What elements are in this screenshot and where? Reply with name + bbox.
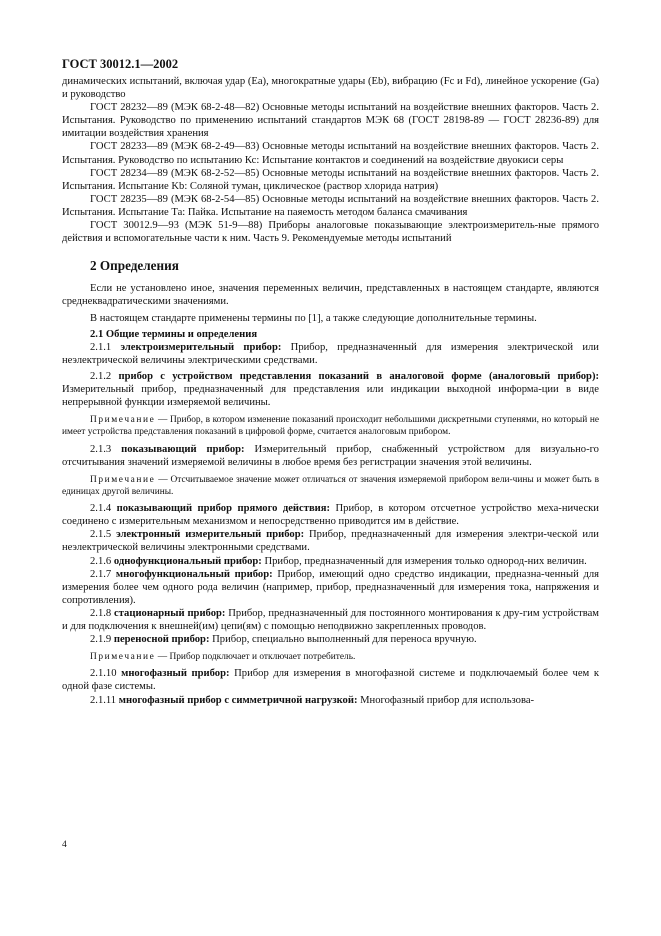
term-definition: [62, 341, 599, 367]
term-definition: [62, 502, 599, 528]
term-definition: [62, 528, 599, 554]
note-label: Примечание: [90, 652, 156, 663]
term-number: 2.1.7: [90, 568, 112, 580]
term-number: 2.1.3: [90, 443, 112, 455]
term-text: Прибор, в котором отсчетное устройство меха-нически соединено с измерительным механизмом и непосредственно приводится им в действие.: [62, 503, 599, 528]
reference-item: ГОСТ 28233—89 (МЭК 68-2-49—83) Основные методы испытаний на воздействие внешних факторов. Часть 2. Испытания. Руководство по испытанию Кс: Испытание контактов и соединений на воздействие двуокиси серы: [62, 141, 599, 166]
term-definition: [62, 694, 599, 707]
reference-item: ГОСТ 30012.9—93 (МЭК 51-9—88) Приборы аналоговые показывающие электроизмеритель-ные прямого действия и вспомогательные части к ним. Часть 9. Рекомендуемые методы испытаний: [62, 220, 599, 245]
term-name: однофункциональный прибор:: [113, 555, 262, 567]
term-name: многофункциональный прибор:: [115, 568, 273, 580]
term-number: 2.1.5: [90, 529, 112, 541]
term-definition: [62, 555, 599, 568]
term-text: Прибор, предназначенный для измерения электри-ческой или неэлектрической величины электронными средствами.: [62, 529, 599, 554]
term-note: [62, 414, 599, 438]
term-name: переносной прибор:: [113, 634, 210, 646]
term-note: [62, 651, 599, 663]
term-note: [62, 474, 599, 498]
page-header: ГОСТ 30012.1—2002: [62, 57, 179, 71]
term-name: многофазный прибор с симметричной нагрузкой:: [118, 694, 358, 706]
term-text: Прибор, предназначенный для измерения электрической или неэлектрической величины электрическими средствами.: [62, 341, 599, 366]
term-name: показывающий прибор прямого действия:: [116, 503, 331, 515]
term-name: показывающий прибор:: [121, 443, 245, 455]
note-label: Примечание: [90, 415, 156, 426]
term-number: 2.1.10: [90, 668, 117, 680]
note-text: — Прибор, в котором изменение показаний происходит небольшими дискретными ступенями, но который не имеет устройства представления показаний в цифровой форме, считается аналоговым прибором.: [62, 415, 599, 438]
term-number: 2.1.11: [90, 694, 117, 706]
term-number: 2.1.8: [90, 607, 112, 619]
reference-item: ГОСТ 28235—89 (МЭК 68-2-54—85) Основные методы испытаний на воздействие внешних факторов. Часть 2. Испытания. Испытание Та: Пайка. Испытание на паяемость методом баланса смачивания: [62, 193, 599, 218]
intro-paragraph: Если не установлено иное, значения переменных величин, представленных в настоящем стандарте, являются среднеквадратическими значениями.: [62, 283, 599, 308]
term-text: Прибор для измерения в многофазной системе и подключаемый более чем к одной фазе системы.: [62, 668, 600, 693]
section-heading: 2 Определения: [90, 258, 179, 274]
term-definition: [62, 443, 599, 469]
term-text: Прибор, предназначенный для постоянного монтирования к дру-гим устройствам и для подключения к внешней(им) цепи(ям) с помощью неподвижно закрепленных проводов.: [62, 607, 599, 632]
term-definition: [62, 370, 599, 409]
term-number: 2.1.2: [90, 370, 112, 382]
term-definition: [62, 607, 599, 633]
term-definition: [62, 667, 599, 693]
term-text: Измерительный прибор, снабженный устройством для визуально-го отсчитывания значений измеряемой величины в любое время без регистрации значения этой величины.: [62, 443, 599, 468]
intro-paragraph: В настоящем стандарте применены термины по [1], а также следующие дополнительные термины.: [90, 312, 537, 324]
term-text: Прибор, специально выполненный для переноса вручную.: [212, 634, 477, 646]
term-name: электроизмерительный прибор:: [120, 341, 282, 353]
subsection-heading: 2.1 Общие термины и определения: [90, 328, 258, 340]
reference-item: динамических испытаний, включая удар (Ea), многократные удары (Eb), вибрацию (Fc и Fd), линейное ускорение (Ga) и руководство: [62, 76, 599, 101]
term-text: Прибор, имеющий одно средство индикации, предназна-ченный для измерения более чем одного рода величин (например, прибор, предназначенный для измерения тока, напряжения и сопротивления).: [62, 568, 599, 606]
term-number: 2.1.1: [90, 341, 112, 353]
term-text: Многофазный прибор для использова-: [360, 694, 535, 706]
term-text: Прибор, предназначенный для измерения только однород-них величин.: [264, 555, 587, 567]
page-number: 4: [62, 840, 67, 850]
reference-item: ГОСТ 28234—89 (МЭК 68-2-52—85) Основные методы испытаний на воздействие внешних факторов. Часть 2. Испытания. Испытание Kb: Соляной туман, циклическое (раствор хлорида натрия): [62, 167, 599, 192]
note-text: — Прибор подключает и отключает потребитель.: [157, 652, 356, 663]
term-number: 2.1.9: [90, 634, 112, 646]
note-label: Примечание: [90, 474, 156, 485]
term-definition: [62, 633, 599, 646]
term-name: многофазный прибор:: [121, 668, 230, 680]
note-text: — Отсчитываемое значение может отличаться от значения измеряемой прибором вели-чины и может быть в единицах другой величины.: [62, 474, 599, 497]
term-name: стационарный прибор:: [114, 607, 226, 619]
term-text: Измерительный прибор, предназначенный для представления или индикации выходной информа-ции в виде непрерывной функции измеряемой величины.: [62, 383, 599, 409]
term-number: 2.1.4: [90, 503, 112, 515]
term-name: прибор с устройством представления показаний в аналоговой форме (аналоговый прибор):: [118, 370, 599, 382]
term-name: электронный измерительный прибор:: [116, 529, 305, 541]
term-definition: [62, 568, 599, 607]
page-body: [62, 75, 599, 707]
term-number: 2.1.6: [90, 555, 112, 567]
reference-item: ГОСТ 28232—89 (МЭК 68-2-48—82) Основные методы испытаний на воздействие внешних факторов. Часть 2. Испытания. Руководство по применению испытаний стандартов МЭК 68 (ГОСТ 28198-89 — ГОСТ 28236-89) для имитации воздействия хранения: [62, 102, 599, 140]
